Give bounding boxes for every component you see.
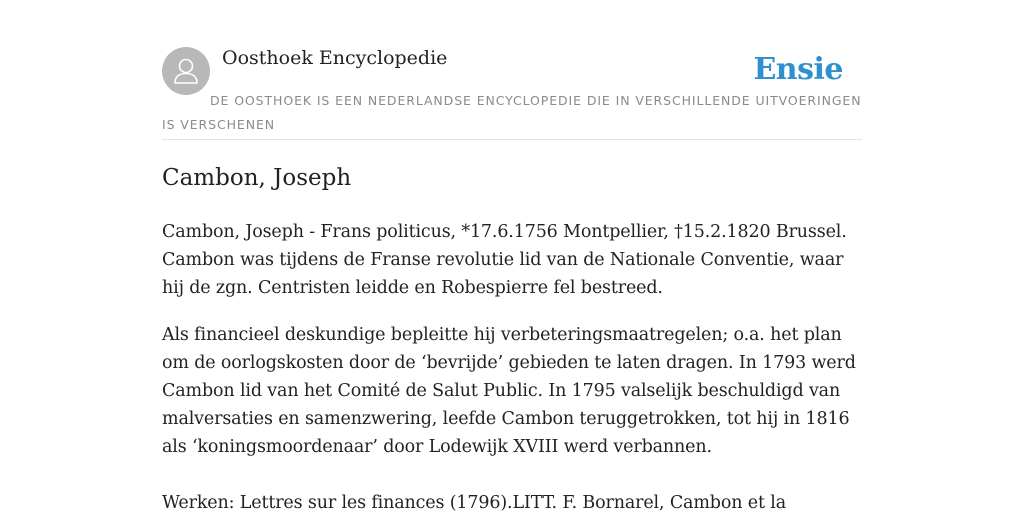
site-header bbox=[162, 46, 862, 140]
article-paragraph-career: Als financieel deskundige bepleitte hij verbeteringsmaatregelen; o.a. het plan om de oorlogskosten door de ‘bevrijde’ gebieden te laten dragen. In 1793 werd Cambon lid van het Comité de Salut Public. In 1795 valselijk beschuldigd van malversaties en samenzwering, leefde Cambon teruggetrokken, tot hij in 1816 als ‘koningsmoordenaar’ door Lodewijk XVIII werd verbannen. bbox=[162, 325, 856, 457]
site-name[interactable]: Oosthoek Encyclopedie bbox=[222, 47, 448, 69]
article-paragraph-works: Werken: Lettres sur les finances (1796).LITT. F. Bornarel, Cambon et la bbox=[162, 493, 786, 512]
user-icon[interactable] bbox=[162, 47, 210, 95]
site-tagline: DE OOSTHOEK IS EEN NEDERLANDSE ENCYCLOPEDIE DIE IN VERSCHILLENDE UITVOERINGEN IS VERSCHENEN bbox=[162, 93, 862, 132]
article-paragraph-intro: Cambon, Joseph - Frans politicus, *17.6.1756 Montpellier, †15.2.1820 Brussel. Cambon was tijdens de Franse revolutie lid van de Nationale Conventie, waar hij de zgn. Centristen leidde en Robespierre fel bestreed. bbox=[162, 222, 847, 298]
user-icon-graphic bbox=[162, 47, 210, 95]
article-title: Cambon, Joseph bbox=[162, 165, 352, 191]
brand-logo-link[interactable]: Ensie bbox=[753, 52, 843, 87]
article bbox=[162, 160, 862, 512]
